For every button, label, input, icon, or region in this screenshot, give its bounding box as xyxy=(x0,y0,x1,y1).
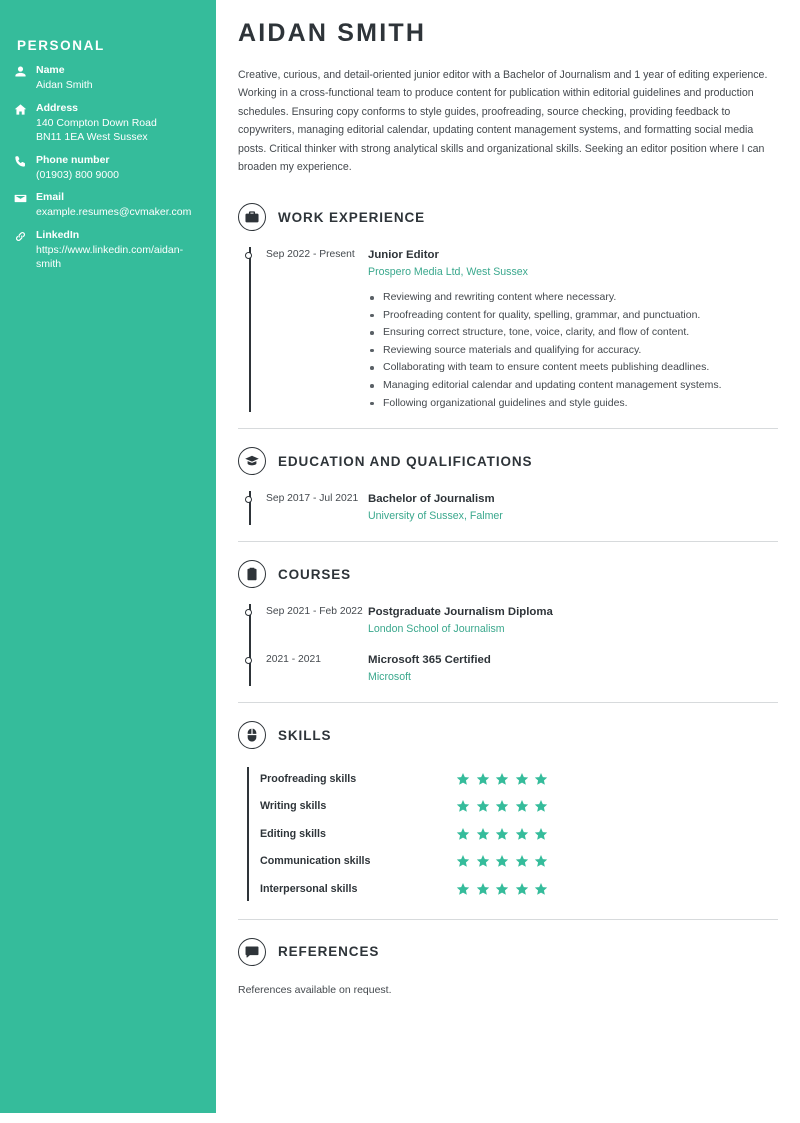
skill-rating-stars xyxy=(456,827,548,841)
star-icon xyxy=(456,827,470,841)
section-education xyxy=(238,447,778,525)
bullet-item: Proofreading content for quality, spelling, grammar, and punctuation. xyxy=(368,307,778,325)
work-entry-list xyxy=(238,247,778,412)
section-divider xyxy=(238,541,778,542)
bullet-item: Collaborating with team to ensure content meets publishing deadlines. xyxy=(368,359,778,377)
envelope-icon xyxy=(14,190,36,205)
skill-row xyxy=(260,820,778,848)
bullet-item: Reviewing source materials and qualifying for accuracy. xyxy=(368,342,778,360)
home-icon xyxy=(14,101,36,116)
comment-icon xyxy=(238,938,266,966)
bullet-item: Ensuring correct structure, tone, voice, clarity, and flow of content. xyxy=(368,324,778,342)
skills-rail xyxy=(247,767,249,901)
entry-subtitle: University of Sussex, Falmer xyxy=(368,510,503,523)
timeline-entry xyxy=(238,491,778,525)
entry-body xyxy=(368,247,778,412)
star-icon xyxy=(495,827,509,841)
courses-entry-list xyxy=(238,604,778,686)
star-icon xyxy=(515,882,529,896)
skill-name: Writing skills xyxy=(260,800,327,813)
section-title: EDUCATION AND QUALIFICATIONS xyxy=(278,453,533,469)
skill-rating-stars xyxy=(456,882,548,896)
personal-sidebar xyxy=(0,0,216,1113)
contact-item xyxy=(14,153,202,183)
section-header xyxy=(238,560,778,588)
contact-item xyxy=(14,190,202,220)
entry-body xyxy=(368,491,778,525)
sidebar-title: PERSONAL xyxy=(17,38,105,53)
entry-date: Sep 2022 - Present xyxy=(266,249,355,261)
section-divider xyxy=(238,702,778,703)
entry-date: Sep 2021 - Feb 2022 xyxy=(266,606,363,618)
star-icon xyxy=(515,854,529,868)
skill-row xyxy=(260,765,778,793)
bullet-item: Managing editorial calendar and updating content management systems. xyxy=(368,377,778,395)
resume-main xyxy=(216,0,800,1123)
timeline-entry xyxy=(238,247,778,412)
section-skills xyxy=(238,721,778,903)
contact-label: Name xyxy=(36,64,65,76)
mouse-icon xyxy=(238,721,266,749)
education-entry-list xyxy=(238,491,778,525)
contact-body xyxy=(36,153,202,183)
section-header xyxy=(238,721,778,749)
contact-label: Email xyxy=(36,191,65,203)
entry-body xyxy=(368,652,778,686)
section-references xyxy=(238,938,778,999)
skill-name: Proofreading skills xyxy=(260,772,357,785)
entry-date: Sep 2017 - Jul 2021 xyxy=(266,493,359,505)
contact-value: 140 Compton Down Road BN11 1EA West Sussex xyxy=(36,116,157,143)
education-timeline xyxy=(238,491,778,525)
star-icon xyxy=(515,827,529,841)
bullet-item: Following organizational guidelines and style guides. xyxy=(368,395,778,413)
entry-title: Junior Editor xyxy=(368,249,439,262)
skill-name: Communication skills xyxy=(260,855,371,868)
star-icon xyxy=(476,772,490,786)
star-icon xyxy=(534,799,548,813)
star-icon xyxy=(456,854,470,868)
entry-title: Bachelor of Journalism xyxy=(368,493,495,506)
contact-item xyxy=(14,101,202,145)
entry-title: Microsoft 365 Certified xyxy=(368,654,491,667)
skill-name: Interpersonal skills xyxy=(260,882,358,895)
skill-row xyxy=(260,793,778,821)
contact-value: example.resumes@cvmaker.com xyxy=(36,206,192,218)
page-title: AIDAN SMITH xyxy=(238,19,427,47)
contact-value: https://www.linkedin.com/aidan-smith xyxy=(36,243,184,270)
skill-rating-stars xyxy=(456,799,548,813)
star-icon xyxy=(515,772,529,786)
star-icon xyxy=(534,882,548,896)
contact-body xyxy=(36,101,202,145)
contact-item xyxy=(14,228,202,272)
section-courses xyxy=(238,560,778,686)
star-icon xyxy=(456,799,470,813)
contact-label: Phone number xyxy=(36,153,110,166)
section-header xyxy=(238,447,778,475)
contact-label: LinkedIn xyxy=(36,228,80,241)
star-icon xyxy=(456,882,470,896)
entry-subtitle: Microsoft xyxy=(368,671,411,684)
link-icon xyxy=(14,228,36,243)
star-icon xyxy=(534,854,548,868)
star-icon xyxy=(495,854,509,868)
skill-row xyxy=(260,875,778,903)
entry-subtitle: London School of Journalism xyxy=(368,623,505,636)
entry-bullets xyxy=(368,289,778,412)
person-icon xyxy=(14,63,36,78)
entry-subtitle: Prospero Media Ltd, West Sussex xyxy=(368,266,528,279)
star-icon xyxy=(534,772,548,786)
work-timeline xyxy=(238,247,778,412)
references-text: References available on request. xyxy=(238,983,392,996)
contact-body xyxy=(36,190,202,220)
section-title: SKILLS xyxy=(278,727,332,743)
star-icon xyxy=(495,772,509,786)
section-work-experience xyxy=(238,203,778,412)
section-header xyxy=(238,938,778,966)
section-title: WORK EXPERIENCE xyxy=(278,209,426,225)
briefcase-icon xyxy=(238,203,266,231)
professional-summary: Creative, curious, and detail-oriented junior editor with a Bachelor of Journalism and 1 year of editing experience. Working in a cross-functional team to produce content for publication within editorial guidelines and production schedules. Ensuring copy conforms to style guides, proofreading, source checking, providing feedback to copywriters, managing editorial calendar, updating content management systems, and formatting social media posts. Critical thinker with strong analytical skills and organizational skills. Seeking an editor position where I can broaden my experience. xyxy=(238,68,768,174)
entry-title: Postgraduate Journalism Diploma xyxy=(368,606,553,619)
section-divider xyxy=(238,428,778,429)
star-icon xyxy=(495,882,509,896)
entry-body xyxy=(368,604,778,638)
courses-timeline xyxy=(238,604,778,686)
star-icon xyxy=(495,799,509,813)
clipboard-icon xyxy=(238,560,266,588)
star-icon xyxy=(476,882,490,896)
star-icon xyxy=(534,827,548,841)
entry-date: 2021 - 2021 xyxy=(266,654,321,666)
timeline-entry xyxy=(238,604,778,638)
contact-body xyxy=(36,63,202,93)
section-title: COURSES xyxy=(278,566,352,582)
skill-name: Editing skills xyxy=(260,827,326,840)
star-icon xyxy=(515,799,529,813)
contact-value: Aidan Smith xyxy=(36,79,93,91)
section-divider xyxy=(238,919,778,920)
phone-icon xyxy=(14,153,36,168)
contact-item xyxy=(14,63,202,93)
contact-list xyxy=(14,63,202,272)
bullet-item: Reviewing and rewriting content where necessary. xyxy=(368,289,778,307)
contact-value: (01903) 800 9000 xyxy=(36,168,119,181)
star-icon xyxy=(456,772,470,786)
skill-rating-stars xyxy=(456,854,548,868)
graduation-cap-icon xyxy=(238,447,266,475)
contact-label: Address xyxy=(36,101,79,114)
section-title: REFERENCES xyxy=(278,944,380,960)
timeline-entry xyxy=(238,652,778,686)
star-icon xyxy=(476,854,490,868)
contact-body xyxy=(36,228,202,272)
star-icon xyxy=(476,799,490,813)
skill-rating-stars xyxy=(456,772,548,786)
skills-list xyxy=(238,765,778,903)
section-header xyxy=(238,203,778,231)
skill-row xyxy=(260,848,778,876)
star-icon xyxy=(476,827,490,841)
